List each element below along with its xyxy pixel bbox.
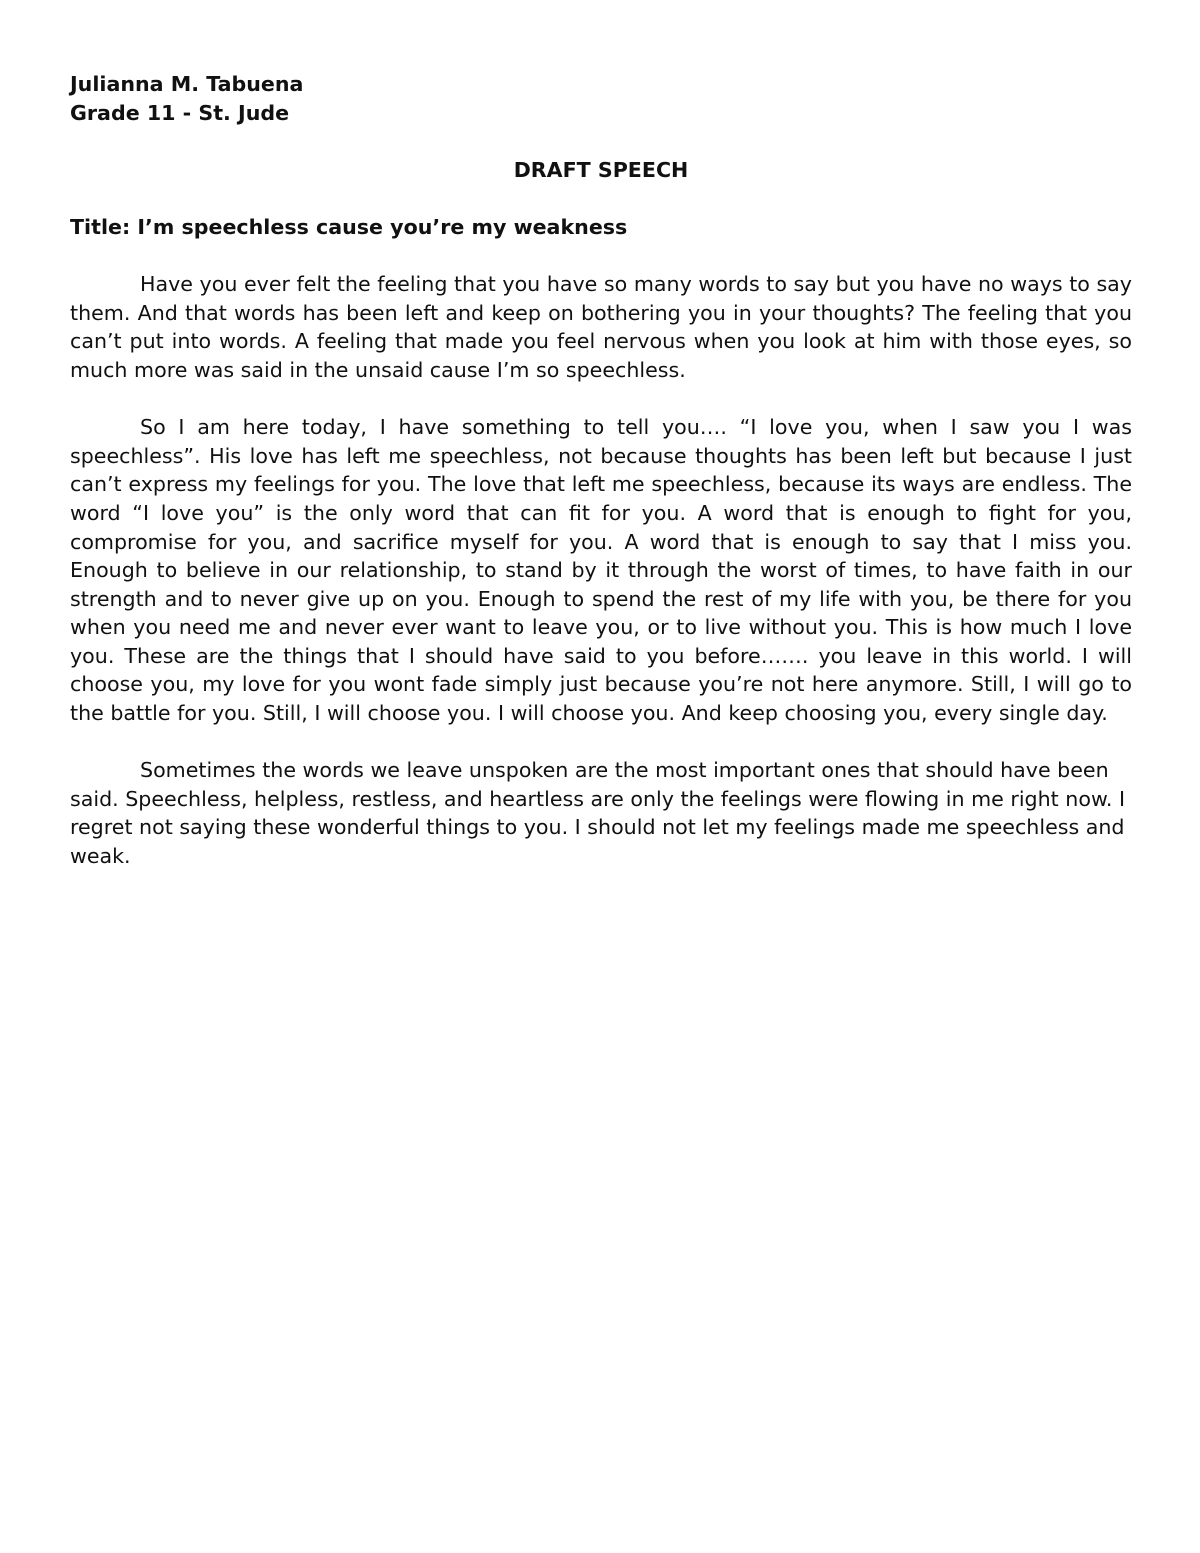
document-heading: DRAFT SPEECH	[513, 157, 689, 182]
speech-title: Title: I’m speechless cause you’re my weakness	[70, 214, 628, 239]
paragraph-2: So I am here today, I have something to tell you…. “I love you, when I saw you I was speechless”. His love has left me speechless, not because thoughts has been left but because I just can’t express my feelings for you. The love that left me speechless, because its ways are endless. The word “I love you” is the only word that can fit for you. A word that is enough to fight for you, compromise for you, and sacrifice myself for you. A word that is enough to say that I miss you. Enough to believe in our relationship, to stand by it through the worst of times, to have faith in our strength and to never give up on you. Enough to spend the rest of my life with you, be there for you when you need me and never ever want to leave you, or to live without you. This is how much I love you. These are the things that I should have said to you before……. you leave in this world. I will choose you, my love for you wont fade simply just because you’re not here anymore. Still, I will go to the battle for you. Still, I will choose you. I will choose you. And keep choosing you, every single day.	[70, 415, 1132, 726]
grade-section: Grade 11 - St. Jude	[70, 100, 290, 125]
document-page	[70, 70, 1132, 871]
paragraph-3: Sometimes the words we leave unspoken are the most important ones that should have been said. Speechless, helpless, restless, and heartless are only the feelings were flowing in me right now. I regret not saying these wonderful things to you. I should not let my feelings made me speechless and weak.	[70, 758, 1126, 869]
author-name: Julianna M. Tabuena	[70, 72, 304, 96]
paragraph-1: Have you ever felt the feeling that you have so many words to say but you have no ways to say them. And that words has been left and keep on bothering you in your thoughts? The feeling that you can’t put into words. A feeling that made you feel nervous when you look at him with those eyes, so much more was said in the unsaid cause I’m so speechless.	[70, 272, 1132, 382]
